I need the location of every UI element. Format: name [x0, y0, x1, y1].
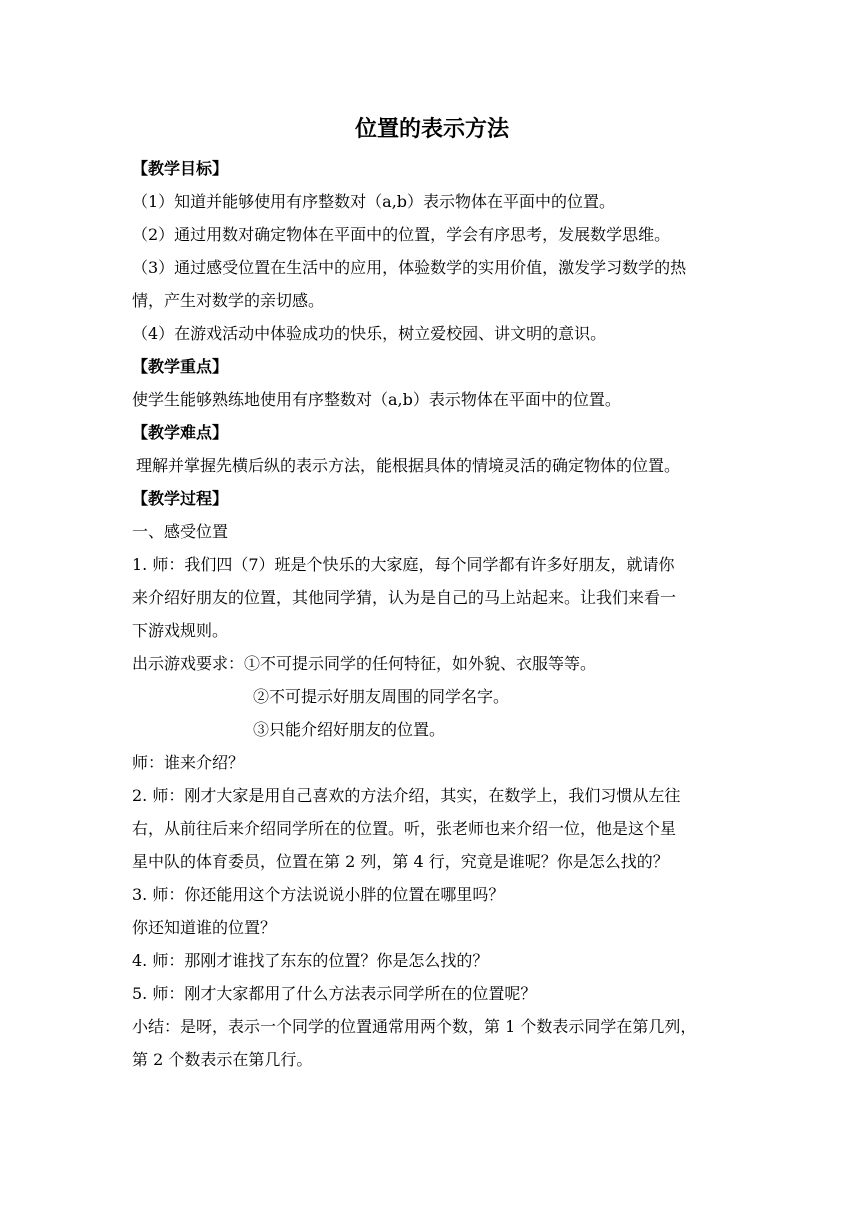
goal-item-4: （4）在游戏活动中体验成功的快乐，树立爱校园、讲文明的意识。 [132, 324, 607, 343]
paragraph-2-line-1: 2. 师：刚才大家是用自己喜欢的方法介绍，其实，在数学上，我们习惯从左往 [132, 786, 681, 805]
paragraph-5: 5. 师：刚才大家都用了什么方法表示同学所在的位置呢？ [132, 984, 537, 1003]
paragraph-4: 4. 师：那刚才谁找了东东的位置？你是怎么找的？ [132, 951, 489, 970]
section-1-title: 一、感受位置 [132, 522, 229, 541]
game-requirement-3: ③只能介绍好朋友的位置。 [253, 720, 446, 739]
difficulties-heading: 【教学难点】 [132, 423, 229, 442]
paragraph-1-line-2: 来介绍好朋友的位置，其他同学猜，认为是自己的马上站起来。让我们来看一 [132, 588, 677, 607]
summary-line-2: 第 2 个数表示在第几行。 [132, 1050, 313, 1069]
goal-item-1: （1）知道并能够使用有序整数对（a,b）表示物体在平面中的位置。 [132, 192, 616, 211]
game-requirement-1: 出示游戏要求：①不可提示同学的任何特征，如外貌、衣服等等。 [132, 654, 597, 673]
summary-line-1: 小结：是呀，表示一个同学的位置通常用两个数，第 1 个数表示同学在第几列， [132, 1017, 697, 1036]
teacher-question-who: 师：谁来介绍？ [132, 753, 245, 772]
paragraph-3: 3. 师：你还能用这个方法说说小胖的位置在哪里吗？ [132, 885, 505, 904]
paragraph-2-line-3: 星中队的体育委员，位置在第 2 列，第 4 行，究竟是谁呢？你是怎么找的？ [132, 852, 669, 871]
key-points-heading: 【教学重点】 [132, 357, 229, 376]
paragraph-1-line-1: 1. 师：我们四（7）班是个快乐的大家庭，每个同学都有许多好朋友，就请你 [132, 555, 675, 574]
paragraph-1-line-3: 下游戏规则。 [132, 621, 229, 640]
goal-item-3: （3）通过感受位置在生活中的应用，体验数学的实用价值，激发学习数学的热 [132, 258, 687, 277]
document-page [132, 112, 732, 1076]
process-heading: 【教学过程】 [132, 489, 229, 508]
difficulties-text: 理解并掌握先横后纵的表示方法，能根据具体的情境灵活的确定物体的位置。 [136, 456, 681, 475]
game-requirement-2: ②不可提示好朋友周围的同学名字。 [253, 687, 510, 706]
goal-item-3-continued: 情，产生对数学的亲切感。 [132, 291, 325, 310]
key-points-text: 使学生能够熟练地使用有序整数对（a,b）表示物体在平面中的位置。 [132, 390, 621, 409]
paragraph-3-followup: 你还知道谁的位置？ [132, 918, 277, 937]
paragraph-2-line-2: 右，从前往后来介绍同学所在的位置。听，张老师也来介绍一位，他是这个星 [132, 819, 677, 838]
goals-heading: 【教学目标】 [132, 159, 229, 178]
document-title: 位置的表示方法 [354, 116, 509, 142]
goal-item-2: （2）通过用数对确定物体在平面中的位置，学会有序思考，发展数学思维。 [132, 225, 671, 244]
